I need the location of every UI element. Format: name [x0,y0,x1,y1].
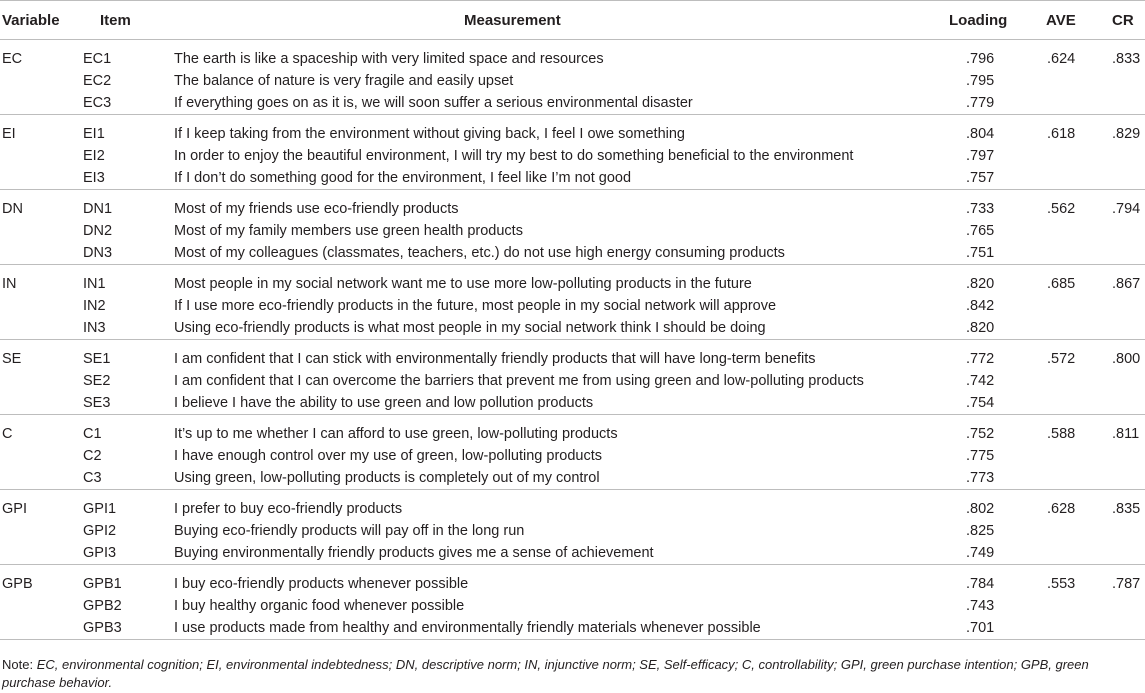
measurement-cell: If I keep taking from the environment without giving back, I feel I owe something [174,126,685,142]
cr-cell: .829 [1112,126,1141,142]
item-cell: IN2 [83,298,106,314]
loading-cell: .820 [966,276,995,292]
table-group [0,265,1145,340]
item-cell: GPI1 [83,501,117,517]
variable-cell: EI [2,126,16,142]
measurement-cell: If I use more eco-friendly products in the future, most people in my social network will approve [174,298,777,314]
measurement-cell: I use products made from healthy and environmentally friendly materials whenever possible [174,620,761,636]
measurement-cell: I buy healthy organic food whenever possible [174,598,465,614]
measurement-cell: I am confident that I can stick with environmentally friendly products that will have long-term benefits [174,351,816,367]
cr-cell: .811 [1112,426,1140,442]
cr-cell: .800 [1112,351,1141,367]
variable-cell: SE [2,351,22,367]
table-header [0,0,1145,40]
cr-cell: .835 [1112,501,1141,517]
table-group [0,115,1145,190]
loading-cell: .842 [966,298,995,314]
measurement-cell: I buy eco-friendly products whenever possible [174,576,469,592]
variable-cell: GPB [2,576,33,592]
loading-cell: .784 [966,576,995,592]
item-cell: SE2 [83,373,111,389]
variable-cell: EC [2,51,23,67]
loading-cell: .743 [966,598,995,614]
item-cell: GPB1 [83,576,122,592]
header-ave: AVE [1046,12,1076,29]
variable-cell: IN [2,276,17,292]
loading-cell: .773 [966,470,995,486]
item-cell: IN3 [83,320,106,336]
table-group [0,190,1145,265]
item-cell: GPI3 [83,545,117,561]
loading-cell: .795 [966,73,995,89]
measurement-cell: The balance of nature is very fragile and easily upset [174,73,514,89]
ave-cell: .628 [1047,501,1076,517]
loading-cell: .772 [966,351,995,367]
measurement-cell: Most of my family members use green health products [174,223,523,239]
item-cell: C2 [83,448,102,464]
header-measurement: Measurement [464,12,561,29]
measurement-cell: Using eco-friendly products is what most people in my social network think I should be doing [174,320,766,336]
measurement-cell: If everything goes on as it is, we will soon suffer a serious environmental disaster [174,95,693,111]
loading-cell: .751 [966,245,995,261]
item-cell: IN1 [83,276,106,292]
loading-cell: .825 [966,523,995,539]
item-cell: DN1 [83,201,113,217]
item-cell: SE1 [83,351,111,367]
loading-cell: .779 [966,95,995,111]
measurement-cell: Most of my friends use eco-friendly products [174,201,459,217]
measurement-cell: Most of my colleagues (classmates, teachers, etc.) do not use high energy consuming products [174,245,785,261]
ave-cell: .572 [1047,351,1076,367]
cr-cell: .867 [1112,276,1141,292]
cr-cell: .794 [1112,201,1141,217]
item-cell: EC2 [83,73,112,89]
item-cell: C3 [83,470,102,486]
measurement-cell: I am confident that I can overcome the barriers that prevent me from using green and low-polluting products [174,373,864,389]
item-cell: GPB2 [83,598,122,614]
loading-cell: .733 [966,201,995,217]
item-cell: GPB3 [83,620,122,636]
header-item: Item [100,12,131,29]
measurement-cell: It’s up to me whether I can afford to use green, low-polluting products [174,426,618,442]
loading-cell: .802 [966,501,995,517]
variable-cell: C [2,426,13,442]
item-cell: DN3 [83,245,113,261]
item-cell: GPI2 [83,523,117,539]
item-cell: EI1 [83,126,105,142]
measurement-cell: I believe I have the ability to use green and low pollution products [174,395,594,411]
ave-cell: .553 [1047,576,1076,592]
table-group [0,565,1145,640]
measurement-cell: Buying eco-friendly products will pay off in the long run [174,523,525,539]
measurement-cell: I prefer to buy eco-friendly products [174,501,403,517]
variable-cell: DN [2,201,23,217]
loading-cell: .797 [966,148,995,164]
table-group [0,40,1145,115]
loading-cell: .701 [966,620,995,636]
measurement-cell: Using green, low-polluting products is completely out of my control [174,470,600,486]
header-loading: Loading [949,12,1008,29]
item-cell: EI3 [83,170,105,186]
item-cell: EC3 [83,95,112,111]
ave-cell: .618 [1047,126,1076,142]
cr-cell: .787 [1112,576,1141,592]
item-cell: C1 [83,426,102,442]
measurement-cell: I have enough control over my use of green, low-polluting products [174,448,602,464]
item-cell: DN2 [83,223,113,239]
table-group [0,490,1145,565]
table-note [2,656,1142,692]
item-cell: SE3 [83,395,111,411]
cr-cell: .833 [1112,51,1141,67]
loading-cell: .775 [966,448,995,464]
item-cell: EC1 [83,51,112,67]
loading-cell: .804 [966,126,995,142]
loading-cell: .820 [966,320,995,336]
loading-cell: .757 [966,170,995,186]
note-text: EC, environmental cognition; EI, environmental indebtedness; DN, descriptive norm; IN, injunctive norm; SE, Self-efficacy; C, controllability; GPI, green purchase intention; GPB, green purchase behavior. [2,657,1089,690]
loading-cell: .742 [966,373,995,389]
item-cell: EI2 [83,148,105,164]
ave-cell: .685 [1047,276,1076,292]
table-group [0,340,1145,415]
loading-cell: .749 [966,545,995,561]
loading-cell: .754 [966,395,995,411]
measurement-cell: Most people in my social network want me to use more low-polluting products in the future [174,276,752,292]
measurement-cell: Buying environmentally friendly products gives me a sense of achievement [174,545,654,561]
loading-cell: .765 [966,223,995,239]
measurement-cell: In order to enjoy the beautiful environment, I will try my best to do something beneficial to the environment [174,148,854,164]
measurement-cell: The earth is like a spaceship with very limited space and resources [174,51,604,67]
ave-cell: .588 [1047,426,1076,442]
variable-cell: GPI [2,501,27,517]
table-group [0,415,1145,490]
ave-cell: .562 [1047,201,1076,217]
header-cr: CR [1112,12,1134,29]
note-prefix: Note: [2,657,37,672]
loading-cell: .796 [966,51,995,67]
loading-cell: .752 [966,426,995,442]
header-variable: Variable [2,12,60,29]
ave-cell: .624 [1047,51,1076,67]
measurement-cell: If I don’t do something good for the environment, I feel like I’m not good [174,170,632,186]
